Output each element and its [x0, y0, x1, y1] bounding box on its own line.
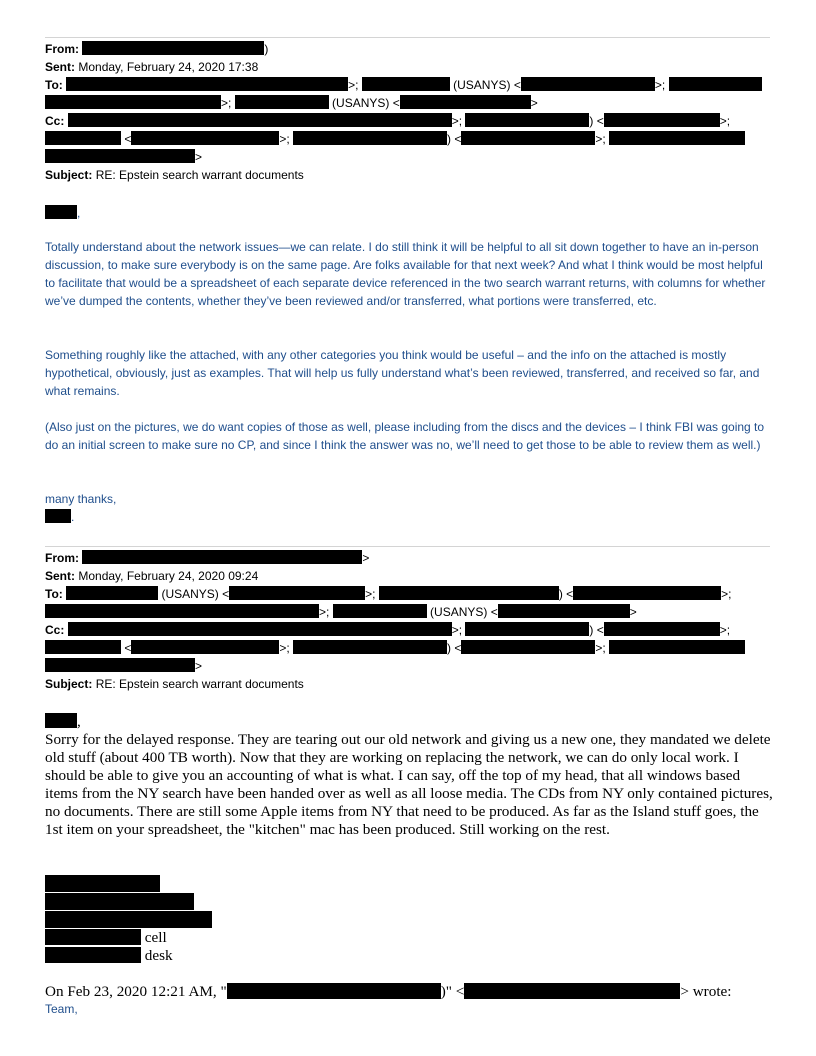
redacted-name [45, 713, 77, 728]
cc-line-2 [45, 130, 745, 148]
from-line [45, 549, 369, 567]
redacted-phone [45, 929, 141, 945]
redacted-block [362, 77, 450, 91]
redacted-block [66, 586, 158, 600]
cell-label: cell [144, 929, 167, 946]
redacted-block [68, 113, 452, 127]
to-line-1 [45, 76, 762, 94]
cc-paren: ) < [589, 114, 604, 128]
header-divider [45, 546, 770, 547]
to-separator: >; [319, 605, 330, 619]
cc-paren: ) < [589, 623, 604, 637]
redacted-block [609, 640, 745, 654]
to-label: To: [45, 587, 63, 601]
redacted-block [66, 77, 348, 91]
closing-line: many thanks, [45, 492, 117, 506]
redacted-block [521, 77, 655, 91]
redacted-block [45, 149, 195, 163]
message-paragraph-1: Totally understand about the network issues—we can relate. I do still think it will be helpful to all sit down together to have an in-person discussion, to make sure everybody is on the same page. Are folks available for that next week? And what I think would be most helpful to facilitate that would be a spreadsheet of each separate device referenced in the two search warrant returns, with columns for whether we’ve dumped the contents, whether they’ve been reviewed and/or transferred, what portions were transferred, etc. [45, 240, 766, 308]
signature-tail: . [71, 510, 75, 524]
cc-separator: >; [279, 132, 290, 146]
redacted-block [45, 640, 121, 654]
cc-line-3 [45, 148, 202, 166]
to-close: > [629, 605, 637, 619]
signature-desk-line [45, 947, 173, 965]
from-label: From: [45, 551, 79, 565]
to-agency: (USANYS) < [430, 605, 498, 619]
redacted-block [82, 550, 362, 564]
to-agency: (USANYS) < [161, 587, 230, 601]
message-body: Sorry for the delayed response. They are tearing out our old network and giving us a new one, they mandated we delete old stuff (about 400 TB worth). Now that they are working on replacing the network, we can do only local work. I should be able to give you an accounting of what is what. I can say, off the top of my head, that all windows based items from the NY search have been handed over as well as all loose media. The CDs from NY only contained pictures, no documents. There are still some Apple items from NY that need to be produced. As far as the Island stuff goes, the 1st item on your spreadsheet, the "kitchen" mac has been produced. Still working on the rest. [45, 731, 773, 838]
to-separator: >; [221, 96, 232, 110]
cc-paren: ) < [447, 132, 462, 146]
cc-line-1 [45, 112, 730, 130]
signature-cell-line [45, 929, 167, 947]
cc-label: Cc: [45, 623, 65, 637]
cc-close: > [195, 659, 203, 673]
subject-line [45, 675, 304, 693]
redacted-block [68, 622, 452, 636]
subject-line [45, 166, 304, 184]
cc-line-1 [45, 621, 730, 639]
from-tail: > [362, 551, 370, 565]
redacted-block [45, 658, 195, 672]
message-paragraph-3: (Also just on the pictures, we do want copies of those as well, please including from the discs and the devices – I think FBI was going to do an initial screen to make sure no CP, and since I think the answer was no, we’ll need to get those to be able to review them as well.) [45, 420, 765, 452]
redacted-block [604, 113, 720, 127]
redacted-block [293, 131, 447, 145]
to-separator: >; [365, 587, 376, 601]
redacted-block [461, 640, 595, 654]
redacted-block [45, 604, 319, 618]
to-separator: >; [348, 78, 359, 92]
redacted-block [465, 113, 589, 127]
redacted-block [45, 131, 121, 145]
cc-paren: ) < [447, 641, 462, 655]
subject-label: Subject: [45, 168, 93, 182]
quoted-wrote: > wrote: [680, 983, 732, 1000]
cc-lt: < [124, 132, 132, 146]
greeting-tail: , [77, 206, 81, 220]
from-label: From: [45, 42, 79, 56]
cc-separator: >; [595, 641, 606, 655]
to-line-2 [45, 94, 538, 112]
subject-label: Subject: [45, 677, 93, 691]
redacted-signature-line [45, 875, 160, 892]
signature-line [45, 508, 74, 526]
cc-lt: < [124, 641, 132, 655]
to-agency: (USANYS) < [332, 96, 400, 110]
redacted-name [45, 205, 77, 219]
to-agency: (USANYS) < [453, 78, 521, 92]
greeting-tail: , [77, 713, 81, 730]
to-separator: >; [721, 587, 732, 601]
cc-separator: >; [719, 623, 731, 637]
cc-line-2 [45, 639, 745, 657]
to-label: To: [45, 78, 63, 92]
cc-close: > [195, 150, 203, 164]
to-line-2 [45, 603, 637, 621]
redacted-block [333, 604, 427, 618]
cc-separator: >; [595, 132, 606, 146]
quoted-greeting: Team, [45, 1002, 78, 1016]
quoted-attribution-line [45, 983, 732, 1001]
sent-value: Monday, February 24, 2020 17:38 [78, 60, 259, 74]
redacted-block [235, 95, 329, 109]
cc-separator: >; [279, 641, 290, 655]
redacted-block [82, 41, 264, 55]
desk-label: desk [144, 947, 173, 964]
redacted-block [227, 983, 441, 999]
cc-label: Cc: [45, 114, 65, 128]
cc-separator: >; [451, 623, 463, 637]
to-separator: >; [654, 78, 666, 92]
redacted-block [465, 622, 589, 636]
redacted-phone [45, 947, 141, 963]
sent-line [45, 567, 258, 585]
quoted-mid: )" < [440, 983, 465, 1000]
redacted-block [669, 77, 762, 91]
sent-value: Monday, February 24, 2020 09:24 [78, 569, 259, 583]
header-divider [45, 37, 770, 38]
redacted-signature-line [45, 893, 194, 910]
sent-label: Sent: [45, 569, 75, 583]
cc-separator: >; [719, 114, 731, 128]
quoted-prefix: On Feb 23, 2020 12:21 AM, " [45, 983, 227, 1000]
subject-value: RE: Epstein search warrant documents [95, 677, 304, 691]
redacted-block [464, 983, 680, 999]
redacted-block [573, 586, 721, 600]
redacted-signature-line [45, 911, 212, 928]
from-line [45, 40, 268, 58]
redacted-block [229, 586, 365, 600]
subject-value: RE: Epstein search warrant documents [95, 168, 304, 182]
redacted-block [604, 622, 720, 636]
sent-label: Sent: [45, 60, 75, 74]
redacted-block [131, 131, 279, 145]
from-tail: ) [264, 42, 269, 56]
redacted-block [498, 604, 630, 618]
redacted-block [379, 586, 559, 600]
cc-line-3 [45, 657, 202, 675]
greeting [45, 204, 80, 222]
greeting [45, 713, 81, 731]
redacted-block [293, 640, 447, 654]
cc-separator: >; [451, 114, 463, 128]
redacted-block [45, 95, 221, 109]
redacted-block [131, 640, 279, 654]
to-close: > [530, 96, 538, 110]
redacted-name [45, 509, 71, 523]
redacted-block [609, 131, 745, 145]
to-paren: ) < [558, 587, 574, 601]
sent-line [45, 58, 258, 76]
redacted-block [461, 131, 595, 145]
redacted-block [400, 95, 531, 109]
message-paragraph-2: Something roughly like the attached, with any other categories you think would be useful – and the info on the attached is mostly hypothetical, obviously, just as examples. That will help us fully understand what’s been reviewed, transferred, and received so far, and what remains. [45, 348, 760, 398]
to-line-1 [45, 585, 732, 603]
